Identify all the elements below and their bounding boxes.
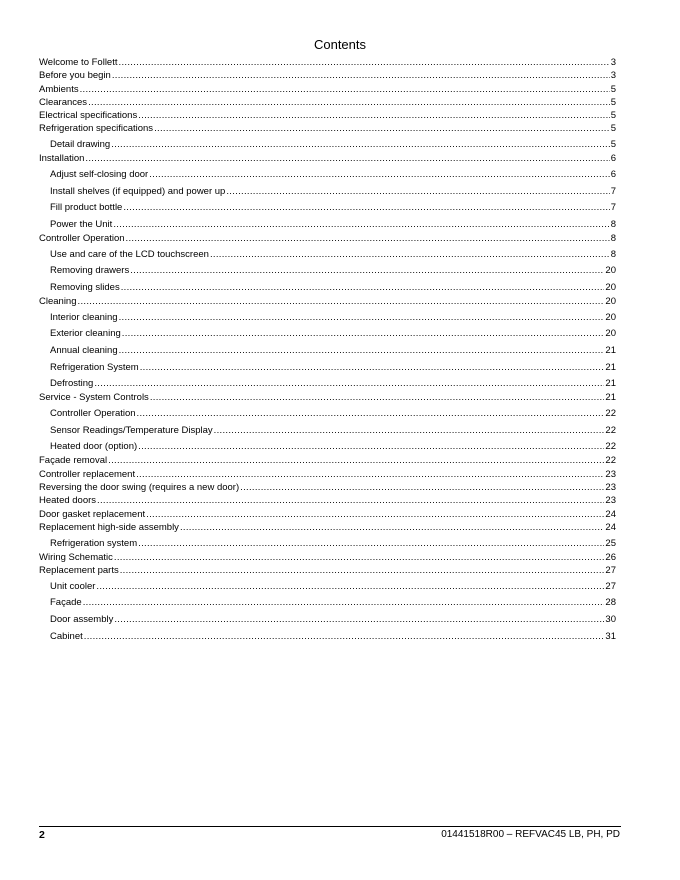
- toc-entry-page: 3: [610, 57, 616, 68]
- toc-entry-page: 27: [605, 565, 616, 577]
- toc-entry[interactable]: [39, 70, 616, 83]
- dot-leader: [119, 57, 610, 69]
- dot-leader: [149, 169, 609, 181]
- toc-subentry[interactable]: [39, 343, 616, 360]
- toc-entry-page: 8: [610, 233, 616, 245]
- toc-entry-label: Controller replacement: [39, 468, 136, 480]
- toc-entry-page: 6: [610, 153, 616, 165]
- toc-entry-label: Exterior cleaning: [50, 328, 121, 340]
- table-of-contents: [39, 57, 616, 645]
- dot-leader: [226, 186, 609, 198]
- toc-entry[interactable]: [39, 482, 616, 495]
- toc-entry-label: Welcome to Follett: [39, 57, 118, 68]
- toc-entry-label: Service - System Controls: [39, 392, 149, 404]
- toc-subentry[interactable]: [39, 439, 616, 456]
- toc-entry-page: 6: [610, 168, 616, 180]
- dot-leader: [123, 202, 609, 214]
- toc-entry-label: Wiring Schematic: [39, 551, 113, 563]
- dot-leader: [120, 565, 605, 577]
- toc-subentry[interactable]: [39, 612, 616, 629]
- dot-leader: [85, 153, 609, 165]
- toc-entry[interactable]: [39, 97, 616, 110]
- toc-entry[interactable]: [39, 509, 616, 522]
- dot-leader: [140, 362, 605, 374]
- toc-entry-label: Door assembly: [50, 613, 114, 625]
- dot-leader: [214, 425, 605, 437]
- toc-entry-label: Controller Operation: [39, 233, 125, 245]
- dot-leader: [150, 392, 605, 404]
- toc-entry[interactable]: [39, 110, 616, 123]
- toc-entry-page: 8: [610, 218, 616, 230]
- toc-entry-page: 23: [605, 468, 616, 480]
- toc-subentry[interactable]: [39, 216, 616, 233]
- toc-entry-page: 5: [610, 139, 616, 151]
- toc-subentry[interactable]: [39, 326, 616, 343]
- dot-leader: [97, 495, 604, 507]
- toc-entry-page: 20: [605, 311, 616, 323]
- toc-entry-label: Replacement high-side assembly: [39, 521, 179, 533]
- dot-leader: [210, 249, 610, 261]
- toc-subentry[interactable]: [39, 535, 616, 552]
- toc-entry-label: Façade removal: [39, 455, 108, 467]
- dot-leader: [180, 522, 604, 534]
- toc-entry-page: 7: [610, 185, 616, 197]
- dot-leader: [83, 597, 605, 609]
- toc-entry-label: Defrosting: [50, 378, 94, 390]
- toc-entry[interactable]: [39, 455, 616, 468]
- toc-entry-label: Removing drawers: [50, 265, 130, 277]
- toc-subentry[interactable]: [39, 359, 616, 376]
- dot-leader: [112, 70, 610, 82]
- toc-entry-page: 24: [605, 521, 616, 533]
- dot-leader: [113, 219, 609, 231]
- dot-leader: [138, 441, 604, 453]
- toc-entry-page: 22: [605, 455, 616, 467]
- toc-entry-page: 20: [605, 265, 616, 277]
- toc-subentry[interactable]: [39, 137, 616, 154]
- dot-leader: [138, 110, 609, 122]
- toc-entry-label: Refrigeration specifications: [39, 123, 154, 135]
- dot-leader: [126, 233, 610, 245]
- toc-subentry[interactable]: [39, 376, 616, 393]
- toc-entry-label: Electrical specifications: [39, 110, 138, 122]
- toc-entry-page: 21: [605, 344, 616, 356]
- toc-entry-page: 5: [610, 110, 616, 122]
- toc-entry-label: Removing slides: [50, 281, 120, 293]
- toc-entry-label: Fill product bottle: [50, 202, 123, 214]
- dot-leader: [154, 123, 610, 135]
- toc-subentry[interactable]: [39, 628, 616, 645]
- dot-leader: [119, 345, 605, 357]
- toc-subentry[interactable]: [39, 183, 616, 200]
- dot-leader: [88, 97, 610, 109]
- footer-page-number: 2: [39, 829, 45, 841]
- toc-entry[interactable]: [39, 522, 616, 535]
- toc-entry[interactable]: [39, 392, 616, 405]
- toc-entry-label: Sensor Readings/Temperature Display: [50, 424, 213, 436]
- toc-entry-page: 22: [605, 424, 616, 436]
- toc-entry-label: Heated door (option): [50, 441, 138, 453]
- toc-entry-label: Cabinet: [50, 630, 83, 642]
- toc-entry-page: 3: [610, 70, 616, 82]
- toc-entry[interactable]: [39, 552, 616, 565]
- dot-leader: [138, 538, 604, 550]
- toc-subentry[interactable]: [39, 263, 616, 280]
- dot-leader: [80, 84, 610, 96]
- toc-entry-label: Use and care of the LCD touchscreen: [50, 248, 209, 260]
- toc-entry-label: Replacement parts: [39, 565, 119, 577]
- toc-entry-page: 22: [605, 441, 616, 453]
- toc-entry-label: Refrigeration system: [50, 537, 138, 549]
- toc-entry-label: Annual cleaning: [50, 344, 118, 356]
- toc-entry[interactable]: [39, 495, 616, 508]
- toc-entry-page: 22: [605, 407, 616, 419]
- toc-entry-label: Reversing the door swing (requires a new door): [39, 482, 240, 494]
- toc-entry-page: 23: [605, 495, 616, 507]
- toc-entry[interactable]: [39, 57, 616, 70]
- toc-subentry[interactable]: [39, 167, 616, 184]
- toc-entry-page: 26: [605, 551, 616, 563]
- toc-entry-label: Refrigeration System: [50, 361, 139, 373]
- toc-entry-page: 23: [605, 482, 616, 494]
- toc-entry-page: 24: [605, 508, 616, 520]
- toc-entry-label: Interior cleaning: [50, 311, 118, 323]
- toc-entry-page: 21: [605, 392, 616, 404]
- toc-entry-label: Install shelves (if equipped) and power up: [50, 185, 226, 197]
- dot-leader: [146, 509, 604, 521]
- dot-leader: [240, 482, 604, 494]
- toc-entry[interactable]: [39, 296, 616, 309]
- toc-subentry[interactable]: [39, 246, 616, 263]
- toc-entry-label: Unit cooler: [50, 580, 96, 592]
- dot-leader: [111, 139, 610, 151]
- toc-entry[interactable]: [39, 153, 616, 166]
- toc-entry-page: 25: [605, 537, 616, 549]
- toc-entry-label: Adjust self-closing door: [50, 168, 149, 180]
- dot-leader: [114, 614, 604, 626]
- toc-entry-label: Façade: [50, 597, 82, 609]
- toc-entry-page: 5: [610, 83, 616, 95]
- toc-entry-page: 31: [605, 630, 616, 642]
- footer-divider: [39, 826, 621, 827]
- dot-leader: [108, 455, 604, 467]
- toc-entry-label: Power the Unit: [50, 218, 113, 230]
- toc-subentry[interactable]: [39, 578, 616, 595]
- toc-entry-label: Controller Operation: [50, 407, 136, 419]
- toc-entry[interactable]: [39, 84, 616, 97]
- dot-leader: [137, 408, 605, 420]
- toc-entry-page: 28: [605, 597, 616, 609]
- toc-entry[interactable]: [39, 469, 616, 482]
- toc-subentry[interactable]: [39, 200, 616, 217]
- toc-entry-page: 27: [605, 580, 616, 592]
- dot-leader: [136, 469, 604, 481]
- toc-subentry[interactable]: [39, 280, 616, 297]
- dot-leader: [94, 378, 604, 390]
- toc-entry[interactable]: [39, 565, 616, 578]
- toc-subentry[interactable]: [39, 309, 616, 326]
- toc-entry-label: Clearances: [39, 96, 88, 108]
- toc-entry-page: 8: [610, 248, 616, 260]
- toc-entry-page: 30: [605, 613, 616, 625]
- toc-entry-label: Cleaning: [39, 296, 77, 308]
- toc-entry-label: Door gasket replacement: [39, 508, 146, 520]
- dot-leader: [84, 631, 605, 643]
- toc-entry[interactable]: [39, 233, 616, 246]
- toc-entry-page: 7: [610, 202, 616, 214]
- toc-entry-page: 20: [605, 281, 616, 293]
- toc-entry[interactable]: [39, 123, 616, 136]
- dot-leader: [121, 282, 605, 294]
- toc-entry-page: 5: [610, 123, 616, 135]
- dot-leader: [78, 296, 605, 308]
- toc-entry-label: Ambients: [39, 83, 79, 95]
- dot-leader: [114, 552, 605, 564]
- toc-subentry[interactable]: [39, 595, 616, 612]
- toc-entry-label: Before you begin: [39, 70, 111, 82]
- toc-entry-page: 21: [605, 361, 616, 373]
- toc-subentry[interactable]: [39, 406, 616, 423]
- footer-document-id: 01441518R00 – REFVAC45 LB, PH, PD: [441, 829, 620, 840]
- dot-leader: [122, 328, 605, 340]
- toc-entry-page: 21: [605, 378, 616, 390]
- dot-leader: [130, 265, 604, 277]
- toc-entry-label: Heated doors: [39, 495, 97, 507]
- dot-leader: [96, 581, 604, 593]
- toc-subentry[interactable]: [39, 422, 616, 439]
- toc-entry-page: 5: [610, 96, 616, 108]
- dot-leader: [119, 312, 605, 324]
- toc-entry-label: Detail drawing: [50, 139, 111, 151]
- page-title: Contents: [313, 37, 367, 52]
- toc-entry-page: 20: [605, 328, 616, 340]
- toc-entry-label: Installation: [39, 153, 85, 165]
- toc-entry-page: 20: [605, 296, 616, 308]
